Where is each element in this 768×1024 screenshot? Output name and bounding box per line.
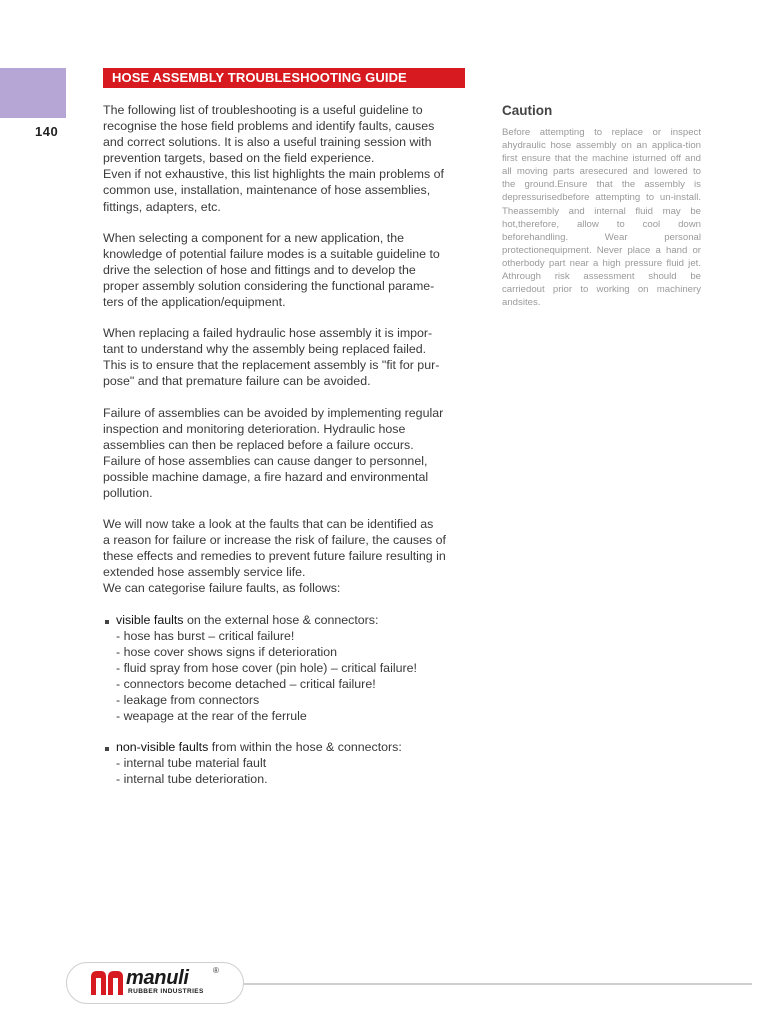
intro-paragraph-2 (103, 230, 467, 310)
caution-text (502, 126, 701, 309)
text-line: prevention targets, based on the field experience. (103, 151, 375, 166)
text-line: extended hose assembly service life. (103, 565, 306, 580)
text-line: Ensure that the assembly is depressurised (502, 179, 701, 204)
intro-paragraph-3 (103, 325, 467, 389)
text-line: pose" and that premature failure can be avoided. (103, 374, 371, 389)
text-line: This is to ensure that the replacement assembly is "fit for pur- (103, 358, 440, 373)
text-line: assemblies can then be replaced before a failure occurs. (103, 437, 414, 452)
bullet-sublist (103, 628, 467, 725)
text-line: We can categorise failure faults, as follows: (103, 581, 341, 596)
text-line: handling. Wear personal protection (502, 231, 701, 256)
text-line: ters of the application/equipment. (103, 295, 286, 310)
bullet-label: visible faults (116, 612, 184, 627)
text-line: When selecting a component for a new application, the (103, 230, 404, 245)
registered-mark: ® (213, 966, 219, 975)
page-number: 140 (35, 124, 59, 139)
text-line: - weapage at the rear of the ferrule (116, 709, 307, 724)
text-line: - internal tube material fault (116, 756, 267, 771)
text-line: Even if not exhaustive, this list highlights the main problems of (103, 167, 444, 182)
text-line: - leakage from connectors (116, 693, 260, 707)
bullet-square-icon (105, 620, 109, 624)
text-line: and correct solutions. It is also a useful training session with (103, 135, 432, 150)
text-line: Failure of assemblies can be avoided by implementing regular (103, 405, 444, 420)
intro-paragraph-4 (103, 405, 467, 502)
text-line: drive the selection of hose and fittings and to develop the (103, 262, 416, 277)
text-line: through risk assessment should be carried (502, 271, 701, 296)
text-line: common use, installation, maintenance of hose assemblies, (103, 183, 431, 198)
text-line: The following list of troubleshooting is a useful guideline to (103, 103, 423, 117)
logo-wordmark: manuli (126, 967, 189, 989)
text-line: knowledge of potential failure modes is a suitable guideline to (103, 246, 440, 261)
bullet-square-icon (105, 747, 109, 751)
text-line: these effects and remedies to prevent future failure resulting in (103, 549, 446, 564)
text-line: therefore, allow to cool down before (502, 218, 701, 243)
text-line: assembly and internal fluid may be hot, (502, 205, 701, 230)
text-line: before attempting to un-install. The (502, 192, 701, 217)
text-line: possible machine damage, a fire hazard and environmental (103, 469, 429, 484)
text-line: We will now take a look at the faults that can be identified as (103, 517, 434, 532)
text-line: inspection and monitoring deterioration. Hydraulic hose (103, 421, 406, 436)
bullet-text: on the external hose & connectors: (183, 612, 379, 627)
section-title: HOSE ASSEMBLY TROUBLESHOOTING GUIDE (103, 68, 465, 88)
text-line: - fluid spray from hose cover (pin hole) – critical failure! (116, 660, 417, 675)
bullet-text: from within the hose & connectors: (208, 740, 402, 755)
bullet-non-visible-faults (103, 739, 467, 787)
text-line: Before attempting to replace or inspect a (502, 127, 701, 152)
text-line: secured and lowered to the ground. (502, 166, 702, 191)
text-line: tion first ensure that the machine is (502, 140, 701, 165)
main-text (103, 102, 467, 787)
text-line: sites. (518, 297, 541, 309)
text-line: - connectors become detached – critical failure! (116, 676, 376, 691)
text-line: Failure of hose assemblies can cause danger to personnel, (103, 453, 428, 468)
text-line: hydraulic hose assembly on an applica- (507, 140, 686, 152)
bullet-sublist (103, 755, 467, 787)
caution-title: Caution (502, 103, 553, 118)
text-line: pollution. (103, 485, 153, 500)
manuli-logo (66, 962, 244, 1004)
text-line: out prior to working on machinery and (502, 284, 701, 309)
text-line: - internal tube deterioration. (116, 772, 268, 787)
text-line: body part near a high pressure fluid jet. A (502, 257, 701, 283)
text-line: turned off and all moving parts are (502, 153, 701, 178)
bullet-label: non-visible faults (116, 740, 209, 755)
text-line: proper assembly solution considering the functional parame- (103, 278, 435, 293)
text-line: - hose has burst – critical failure! (116, 628, 295, 643)
text-line: When replacing a failed hydraulic hose assembly it is impor- (103, 326, 433, 341)
bullet-visible-faults (103, 612, 467, 725)
text-line: fittings, adapters, etc. (103, 199, 221, 214)
logo-tagline: RUBBER INDUSTRIES (128, 988, 204, 995)
text-line: equipment. Never place a hand or other (502, 244, 701, 269)
text-line: recognise the hose field problems and identify faults, causes (103, 119, 435, 134)
text-line: - hose cover shows signs if deterioration (116, 644, 338, 659)
manuli-m-logo-icon (91, 971, 123, 995)
text-line: tant to understand why the assembly being replaced failed. (103, 342, 427, 357)
intro-paragraph-5 (103, 516, 467, 596)
page-tab-marker (0, 68, 66, 118)
intro-paragraph-1 (103, 102, 467, 215)
text-line: a reason for failure or increase the risk of failure, the causes of (103, 533, 446, 548)
